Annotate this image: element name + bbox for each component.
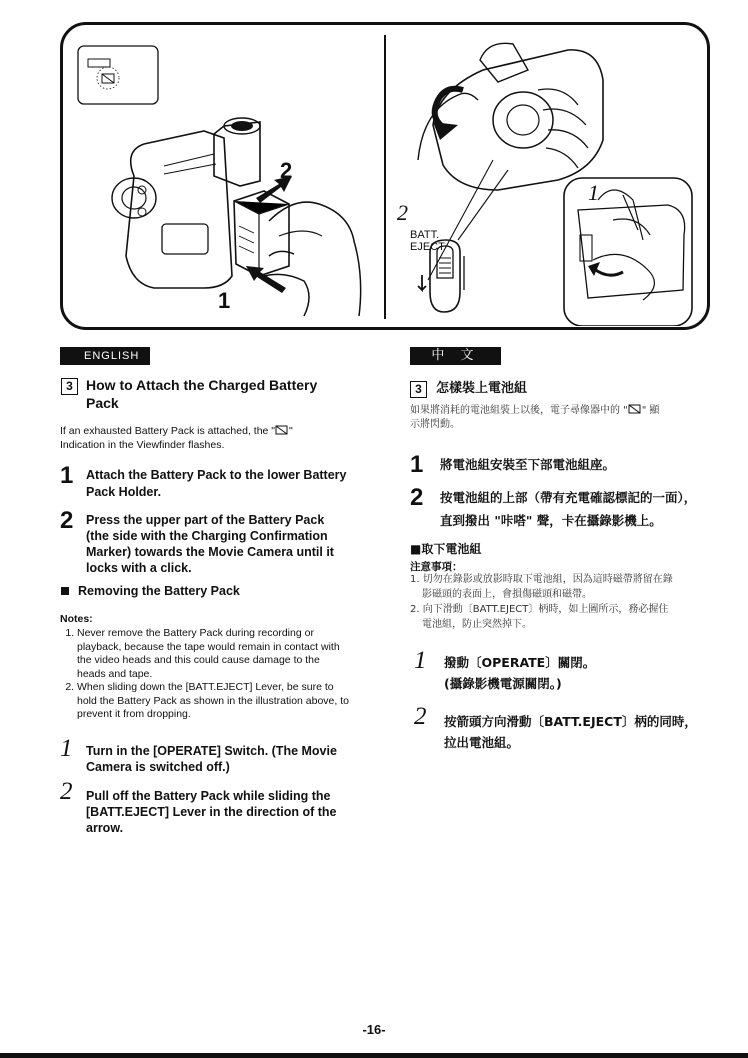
chinese-step2-line1: 按電池組的上部（帶有充電確認標記的一面）， (440, 490, 697, 505)
chinese-remove-step2-line1: 按箭頭方向滑動〔BATT.EJECT〕柄的同時， (444, 714, 697, 729)
chinese-remove-step1-line2: (攝錄影機電源關閉。) (444, 676, 562, 691)
chinese-remove-step2-number: 2 (414, 703, 427, 730)
chinese-step2-line2: 直到撥出 "咔嗒" 聲，卡在攝錄影機上。 (440, 513, 662, 528)
chinese-removing-title: ■取下電池組 (410, 542, 482, 556)
illustration-step2-label: 2 (280, 158, 293, 183)
chinese-intro-line1: 如果將消耗的電池組裝上以後，電子尋像器中的 " " 顯 (410, 405, 660, 416)
english-step1-number: 1 (60, 462, 74, 489)
english-step1-line1: Attach the Battery Pack to the lower Battery (86, 468, 347, 482)
english-intro-line2: Indication in the Viewfinder flashes. (60, 439, 225, 451)
english-intro-line1: If an exhausted Battery Pack is attached, the " " (60, 425, 293, 437)
english-remove-step1-number: 1 (60, 735, 73, 762)
chinese-remove-step2-line2: 拉出電池組。 (444, 735, 520, 750)
english-remove-step1-line1: Turn in the [OPERATE] Switch. (The Movie (86, 744, 337, 758)
chinese-title: 怎樣裝上電池組 (436, 381, 528, 396)
page-number: -16- (362, 1022, 386, 1037)
illustration-right-step1-label: 1 (588, 180, 599, 205)
english-removing-title: Removing the Battery Pack (78, 584, 240, 598)
english-remove-step2-line1: Pull off the Battery Pack while sliding the (86, 789, 331, 803)
chinese-step1-number: 1 (410, 451, 424, 478)
illustration-divider (384, 35, 386, 319)
english-remove-step2-number: 2 (60, 778, 73, 805)
battery-warning-icon (628, 404, 642, 414)
english-remove-step2-line3: arrow. (86, 821, 124, 835)
english-step2-line1: Press the upper part of the Battery Pack (86, 513, 325, 527)
chinese-language-bar: 中 文 (410, 347, 501, 365)
chinese-remove-step1-line1: 撥動〔OPERATE〕關閉。 (444, 655, 596, 670)
chinese-note1-line2: 影磁頭的表面上，會損傷磁頭和磁帶。 (422, 589, 592, 600)
chinese-step1: 將電池組安裝至下部電池組座。 (440, 457, 616, 472)
english-remove-step1-line2: Camera is switched off.) (86, 760, 230, 774)
english-step2-number: 2 (60, 507, 74, 534)
chinese-section-number: 3 (410, 381, 427, 398)
chinese-step2-number: 2 (410, 484, 424, 511)
english-step1-line2: Pack Holder. (86, 485, 162, 499)
viewfinder-inset (78, 46, 158, 104)
english-note2: 2. When sliding down the [BATT.EJECT] Lever, be sure to hold the Battery Pack as shown in the illustration above, to prevent it from dropping. (77, 681, 350, 722)
camera-attach-illustration (64, 26, 382, 326)
english-notes-title: Notes: (60, 613, 93, 625)
illustration-step1-label: 1 (218, 288, 231, 313)
english-remove-step2-line2: [BATT.EJECT] Lever in the direction of the (86, 805, 337, 819)
chinese-note2-line2: 電池組，防止突然掉下。 (422, 619, 532, 630)
english-note1: 1. Never remove the Battery Pack during recording or playback, because the tape would remain in contact with the video heads and this could cause damage to the heads and tape. (77, 627, 350, 681)
english-step2-line2: (the side with the Charging Confirmation (86, 529, 328, 543)
bottom-rule (0, 1053, 748, 1058)
batt-label: BATT. (410, 229, 440, 241)
english-step2-line3: Marker) towards the Movie Camera until it (86, 545, 334, 559)
battery-eject-illustration (388, 30, 706, 326)
english-section-number: 3 (61, 378, 78, 395)
battery-warning-icon (97, 67, 119, 89)
chinese-notes-title: 注意事項： (410, 561, 463, 573)
battery-warning-icon (275, 425, 289, 435)
chinese-note2-line1: 2. 向下滑動〔BATT.EJECT〕柄時，如上圖所示，務必握住 (410, 604, 669, 615)
english-notes-list (60, 627, 350, 722)
chinese-intro-line2: 示將閃動。 (410, 419, 460, 430)
english-language-bar: ENGLISH (60, 347, 150, 365)
illustration-right-step2-label: 2 (397, 200, 408, 225)
eject-label: EJECT (410, 241, 445, 253)
english-step2-line4: locks with a click. (86, 561, 192, 575)
chinese-note1-line1: 1. 切勿在錄影或放影時取下電池組，因為這時磁帶將留在錄 (410, 574, 673, 585)
chinese-remove-step1-number: 1 (414, 647, 427, 674)
english-title-line1: How to Attach the Charged Battery (86, 377, 318, 393)
removing-bullet (61, 587, 69, 595)
english-title-line2: Pack (86, 395, 119, 411)
